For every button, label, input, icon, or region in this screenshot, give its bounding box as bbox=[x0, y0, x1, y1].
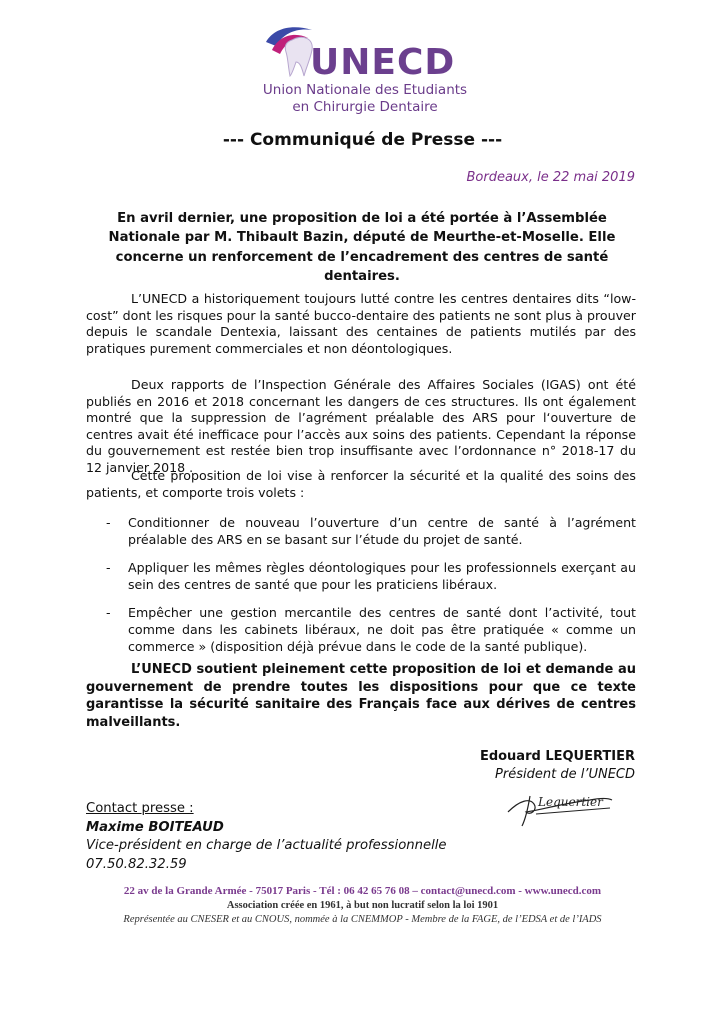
handwritten-signature bbox=[500, 782, 620, 830]
contact-name: Maxime BOITEAUD bbox=[86, 819, 224, 835]
body-paragraph: L’UNECD a historiquement toujours lutté contre les centres dentaires dits “low-cost” dont les risques pour la santé bucco-dentaire des patients ne sont plus à prouver depuis le scandale Dentexia, laissant des centaines de patients mutilés par des pratiques purement commerciales et non déontologiques. bbox=[86, 291, 636, 356]
svg-text:Lequertier: Lequertier bbox=[538, 795, 603, 809]
footer-association: Association créée en 1961, à but non lucratif selon la loi 1901 bbox=[226, 900, 499, 911]
signatory-role: Président de l’UNECD bbox=[495, 767, 635, 782]
conclusion-paragraph: L’UNECD soutient pleinement cette proposition de loi et demande au gouvernement de prendre toutes les dispositions pour que ce texte garantisse la sécurité sanitaire des Français face aux dérives de centres malveillants. bbox=[86, 662, 636, 730]
list-item bbox=[86, 605, 636, 655]
proposal-list bbox=[86, 515, 636, 667]
contact-role: Vice-président en charge de l’actualité professionnelle bbox=[86, 838, 447, 854]
contact-phone: 07.50.82.32.59 bbox=[86, 856, 187, 872]
footer-memberships: Représentée au CNESER et au CNOUS, nommée à la CNEMMOP - Membre de la FAGE, de l’EDSA et de l’IADS bbox=[123, 914, 602, 925]
list-item bbox=[86, 515, 636, 548]
logo-wordmark: UNECD bbox=[310, 42, 456, 83]
bullet-dash: - bbox=[106, 605, 111, 621]
bullet-dash: - bbox=[106, 560, 111, 576]
logo-subtitle-line-1: Union Nationale des Etudiants bbox=[262, 82, 468, 98]
list-item-text: Appliquer les mêmes règles déontologiques pour les professionnels exerçant au sein des centres de santé que pour les praticiens libéraux. bbox=[128, 560, 636, 592]
bullet-dash: - bbox=[106, 515, 111, 530]
list-item bbox=[86, 560, 636, 593]
signatory-name: Edouard LEQUERTIER bbox=[479, 749, 635, 764]
dateline: Bordeaux, le 22 mai 2019 bbox=[466, 170, 635, 185]
body-paragraph: Deux rapports de l’Inspection Générale des Affaires Sociales (IGAS) ont été publiés en 2016 et 2018 concernant les dangers de ces structures. Ils ont également montré que la suppression de l’agrément préalable des ARS pour l‘ouverture de centres avait été inefficace pour l’accès aux soins des patients. Cependant la réponse du gouvernement est restée bien trop insuffisante avec l’ordonnance n° 2018-17 du 12 janvier 2018 . bbox=[86, 377, 636, 475]
logo-subtitle-line-2: en Chirurgie Dentaire bbox=[292, 99, 438, 115]
press-contact bbox=[86, 800, 447, 874]
body-paragraph: Cette proposition de loi vise à renforcer la sécurité et la qualité des soins des patients, et comporte trois volets : bbox=[86, 468, 636, 500]
page-title: --- Communiqué de Presse --- bbox=[222, 130, 503, 150]
footer-address: 22 av de la Grande Armée - 75017 Paris - Tél : 06 42 65 76 08 – contact@unecd.com - www.unecd.com bbox=[123, 885, 602, 897]
list-item-text: Empêcher une gestion mercantile des centres de santé dont l’activité, tout comme dans les cabinets libéraux, ne doit pas être pratiquée « comme un commerce » (disposition déjà prévue dans le code de la santé publique). bbox=[128, 605, 636, 654]
contact-label: Contact presse : bbox=[86, 801, 194, 816]
unecd-logo bbox=[240, 20, 490, 118]
list-item-text: Conditionner de nouveau l’ouverture d’un centre de santé à l’agrément préalable des ARS en se basant sur l’étude du projet de santé. bbox=[128, 515, 636, 547]
lead-paragraph: En avril dernier, une proposition de loi a été portée à l’Assemblée Nationale par M. Thibault Bazin, député de Meurthe-et-Moselle. Elle concerne un renforcement de l’encadrement des centres de santé dentaires. bbox=[108, 211, 616, 284]
